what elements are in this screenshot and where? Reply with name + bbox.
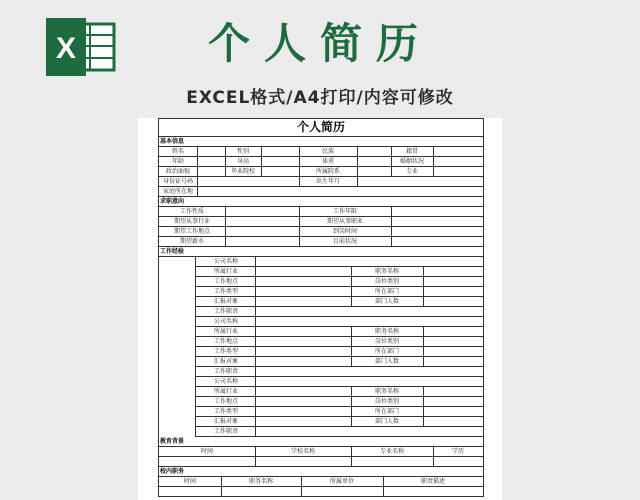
table-row [195, 347, 483, 357]
section-work-experience: 工作经验 [159, 247, 483, 257]
label-exp-location: 工作地点 [213, 398, 238, 405]
label-id-no: 身份证号码 [162, 178, 193, 185]
label-exp-title: 职务名称 [374, 268, 399, 275]
cell-divider [255, 267, 256, 276]
table-row [195, 357, 483, 367]
cell-divider [221, 487, 222, 496]
label-exp-industry: 所属行业 [213, 328, 238, 335]
section-job-intent: 求职意向 [159, 197, 483, 207]
cell-divider [255, 387, 256, 396]
experience-block [159, 377, 483, 437]
table-row [195, 287, 483, 297]
cell-divider [255, 317, 256, 326]
label-campus-desc: 职责描述 [420, 478, 445, 485]
table-row [195, 277, 483, 287]
cell-divider [261, 167, 262, 176]
label-exp-report: 汇报对象 [213, 298, 238, 305]
label-exp-type: 工作类型 [213, 408, 238, 415]
cell-divider [225, 237, 226, 246]
cell-divider [383, 487, 384, 496]
label-location: 期望工作地点 [173, 228, 210, 235]
cell-divider [423, 327, 424, 336]
label-exp-location: 工作地点 [213, 338, 238, 345]
table-row [195, 257, 483, 267]
cell-divider [423, 347, 424, 356]
label-exp-category: 岗位类别 [374, 338, 399, 345]
table-row [159, 207, 483, 217]
section-campus-roles: 校内职务 [159, 467, 483, 477]
label-status: 目前状况 [332, 238, 357, 245]
table-row [159, 477, 483, 487]
label-company: 公司名称 [213, 258, 238, 265]
cell-divider [423, 357, 424, 366]
label-exp-dept: 所在部门 [374, 348, 399, 355]
cell-divider [255, 397, 256, 406]
table-row [159, 227, 483, 237]
label-edu-time: 时间 [200, 448, 213, 455]
value-name[interactable] [197, 147, 225, 156]
cell-divider [423, 417, 424, 426]
label-company: 公司名称 [213, 378, 238, 385]
cell-divider [391, 207, 392, 216]
label-exp-category: 岗位类别 [374, 398, 399, 405]
table-row [195, 407, 483, 417]
cell-divider [423, 297, 424, 306]
cell-divider [255, 257, 256, 266]
page-subtitle: EXCEL格式/A4打印/内容可修改 [186, 88, 454, 108]
label-exp-type: 工作类型 [213, 288, 238, 295]
table-row [159, 187, 483, 197]
table-row [195, 417, 483, 427]
table-row [195, 367, 483, 377]
resume-sheet [138, 118, 502, 500]
table-row [159, 217, 483, 227]
table-row [195, 297, 483, 307]
label-name: 姓名 [171, 148, 184, 155]
table-row [195, 267, 483, 277]
cell-divider [255, 277, 256, 286]
cell-divider [357, 177, 358, 186]
label-edu-school: 学校名称 [290, 448, 315, 455]
cell-divider [255, 367, 256, 376]
cell-divider [255, 287, 256, 296]
cell-divider [423, 277, 424, 286]
table-row [159, 157, 483, 167]
table-row [195, 327, 483, 337]
cell-divider [423, 407, 424, 416]
label-campus-unit: 所属单位 [329, 478, 354, 485]
cell-divider [391, 217, 392, 226]
label-birth: 出生年月 [315, 178, 340, 185]
label-exp-headcount: 部门人数 [374, 418, 399, 425]
cell-divider [255, 347, 256, 356]
cell-divider [423, 337, 424, 346]
table-row [159, 237, 483, 247]
label-exp-duties: 工作职责 [213, 428, 238, 435]
logo-letter: X [55, 32, 77, 65]
table-row [159, 167, 483, 177]
cell-divider [255, 327, 256, 336]
label-exp-industry: 所属行业 [213, 268, 238, 275]
cell-divider [255, 307, 256, 316]
cell-divider [357, 167, 358, 176]
table-row [195, 427, 483, 437]
cell-divider [301, 487, 302, 496]
experience-block [159, 317, 483, 377]
label-years: 工作年限 [332, 208, 357, 215]
table-row [195, 387, 483, 397]
table-row [195, 377, 483, 387]
cell-divider [255, 337, 256, 346]
cell-divider [433, 457, 434, 466]
cell-divider [423, 397, 424, 406]
label-school: 毕业院校 [230, 168, 255, 175]
cell-divider [225, 207, 226, 216]
label-ethnicity: 民族 [321, 148, 334, 155]
label-exp-dept: 所在部门 [374, 288, 399, 295]
section-basic-info: 基本信息 [159, 137, 483, 147]
table-row [159, 457, 483, 467]
cell-divider [261, 147, 262, 156]
table-row [159, 147, 483, 157]
cell-divider [255, 297, 256, 306]
cell-divider [255, 457, 256, 466]
cell-divider [255, 427, 256, 436]
label-native-place: 籍贯 [405, 148, 418, 155]
label-edu-major: 专业名称 [379, 448, 404, 455]
cell-divider [357, 157, 358, 166]
label-industry: 期望从事行业 [173, 218, 210, 225]
label-arrival: 到岗时间 [332, 228, 357, 235]
label-height: 身高 [236, 158, 249, 165]
label-marital: 婚姻状况 [399, 158, 424, 165]
label-major: 专业 [405, 168, 418, 175]
label-exp-type: 工作类型 [213, 348, 238, 355]
label-position: 期望从事职业 [326, 218, 363, 225]
cell-divider [433, 167, 434, 176]
cell-divider [433, 157, 434, 166]
cell-divider [357, 147, 358, 156]
page-title: 个人简历 [207, 19, 432, 68]
excel-icon [44, 18, 116, 76]
table-row [159, 487, 483, 497]
label-salary: 期望薪水 [179, 238, 204, 245]
cell-divider [197, 187, 198, 196]
cell-divider [351, 457, 352, 466]
section-education: 教育背景 [159, 437, 483, 447]
cell-divider [225, 217, 226, 226]
label-exp-headcount: 部门人数 [374, 358, 399, 365]
cell-divider [261, 157, 262, 166]
cell-divider [423, 267, 424, 276]
label-political: 政治面貌 [165, 168, 190, 175]
cell-divider [255, 417, 256, 426]
cell-divider [197, 157, 198, 166]
table-row [195, 337, 483, 347]
label-exp-duties: 工作职责 [213, 308, 238, 315]
label-weight: 体重 [321, 158, 334, 165]
cell-divider [423, 287, 424, 296]
resume-form [158, 118, 484, 497]
table-row [159, 447, 483, 457]
cell-divider [433, 147, 434, 156]
label-campus-title: 职务名称 [248, 478, 273, 485]
table-row [195, 307, 483, 317]
cell-divider [225, 227, 226, 236]
label-exp-location: 工作地点 [213, 278, 238, 285]
form-title: 个人简历 [159, 118, 483, 137]
cell-divider [197, 167, 198, 176]
label-age: 年龄 [171, 158, 184, 165]
label-address: 家庭所在地 [162, 188, 193, 195]
cell-divider [391, 227, 392, 236]
label-department: 所属院系 [315, 168, 340, 175]
label-company: 公司名称 [213, 318, 238, 325]
cell-divider [197, 177, 198, 186]
label-job-type: 工作性质 [179, 208, 204, 215]
cell-divider [255, 377, 256, 386]
label-campus-time: 时间 [183, 478, 196, 485]
label-exp-report: 汇报对象 [213, 418, 238, 425]
cell-divider [391, 237, 392, 246]
table-row [195, 317, 483, 327]
label-exp-duties: 工作职责 [213, 368, 238, 375]
experience-block [159, 257, 483, 317]
table-row [159, 177, 483, 187]
label-exp-title: 职务名称 [374, 328, 399, 335]
label-gender: 性别 [236, 148, 249, 155]
table-row [195, 397, 483, 407]
cell-divider [255, 357, 256, 366]
cell-divider [255, 407, 256, 416]
label-exp-category: 岗位类别 [374, 278, 399, 285]
label-exp-headcount: 部门人数 [374, 298, 399, 305]
label-exp-dept: 所在部门 [374, 408, 399, 415]
label-edu-degree: 学历 [451, 448, 464, 455]
label-exp-industry: 所属行业 [213, 388, 238, 395]
label-exp-title: 职务名称 [374, 388, 399, 395]
label-exp-report: 汇报对象 [213, 358, 238, 365]
cell-divider [423, 387, 424, 396]
